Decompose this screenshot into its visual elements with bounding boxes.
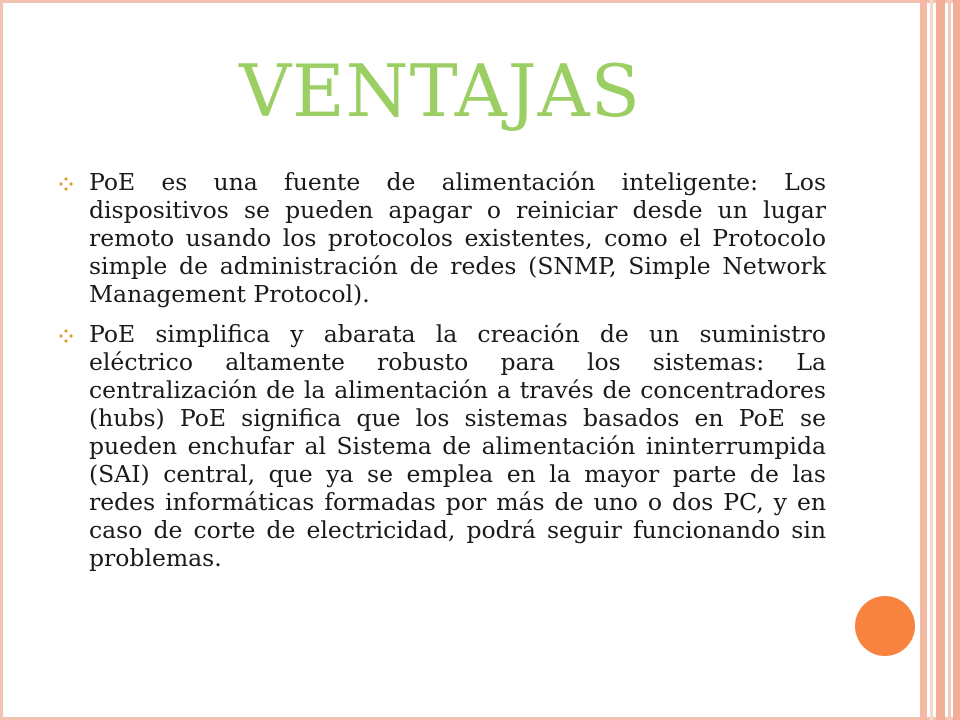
decorative-stripe [948,0,951,720]
decorative-stripe [953,0,960,720]
four-diamond-bullet-icon [59,177,73,191]
decorative-stripe [930,0,933,720]
bullet-item [58,168,826,308]
decorative-stripe [936,0,945,720]
bullet-text: PoE es una fuente de alimentación inteligente: Los dispositivos se pueden apagar o reiniciar desde un lugar remoto usando los protocolos existentes, como el Protocolo simple de administración de redes (SNMP, Simple Network Management Protocol). [89,168,826,308]
slide-title: VENTAJAS [239,49,641,133]
four-diamond-bullet-icon [59,329,73,343]
bullet-list [58,168,826,584]
bullet-item [58,320,826,572]
accent-circle [855,596,915,656]
decorative-stripe [920,0,927,720]
bullet-text: PoE simplifica y abarata la creación de un suministro eléctrico altamente robusto para los sistemas: La centralización de la alimentación a través de concentradores (hubs) PoE significa que los sistemas basados en PoE se pueden enchufar al Sistema de alimentación ininterrumpida (SAI) central, que ya se emplea en la mayor parte de las redes informáticas formadas por más de uno o dos PC, y en caso de corte de electricidad, podrá seguir funcionando sin problemas. [89,320,826,572]
